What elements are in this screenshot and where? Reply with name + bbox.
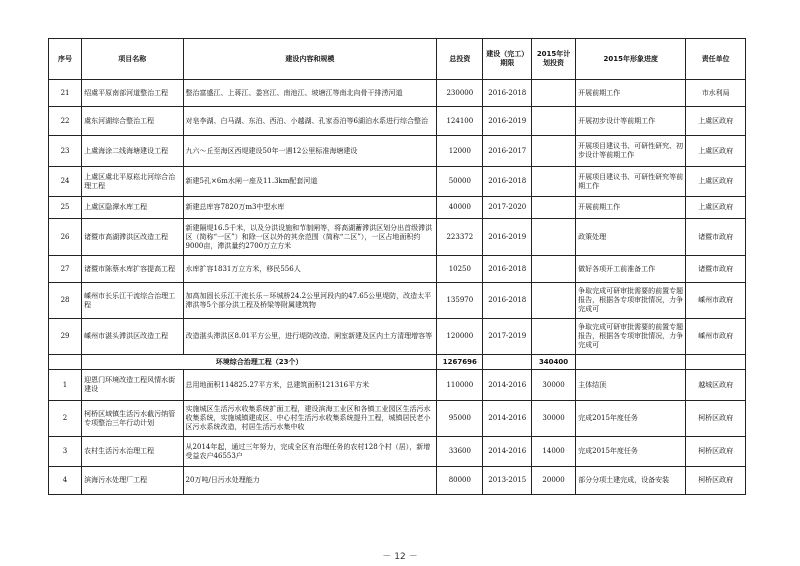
cell-empty <box>686 355 746 370</box>
cell-empty <box>49 355 82 370</box>
cell-period: 2013-2015 <box>483 467 532 495</box>
table-row <box>49 401 746 437</box>
cell-progress: 开展前期工作 <box>576 197 686 219</box>
cell-content: 20万吨/日污水处理能力 <box>183 467 437 495</box>
table-row <box>49 319 746 355</box>
cell-name: 嵊州市长乐江干流综合治理工程 <box>82 283 183 319</box>
table-row <box>49 370 746 401</box>
header-no: 序号 <box>49 39 82 80</box>
section-title: 环境综合治理工程（23个） <box>82 355 437 370</box>
header-progress: 2015年形象进度 <box>576 39 686 80</box>
cell-name: 嵊州市湛头滞洪区改造工程 <box>82 319 183 355</box>
cell-name: 滨海污水处理厂工程 <box>82 467 183 495</box>
page-number: － 12 － <box>382 552 418 562</box>
cell-progress: 政策处理 <box>576 219 686 256</box>
table-row <box>49 167 746 197</box>
section-row <box>49 355 746 370</box>
cell-total: 120000 <box>437 319 483 355</box>
cell-no: 23 <box>49 136 82 167</box>
cell-content: 实施城区生活污水收集系统扩面工程，建设滨海工业区和各镇工业园区生活污水收集系统，实施城镇建成区、中心村生活污水收集系统提升工程，城镇居民老小区污水系统改造，村居生活污水集中收 <box>183 401 437 437</box>
cell-empty <box>483 355 532 370</box>
cell-total: 12000 <box>437 136 483 167</box>
cell-unit: 上虞区政府 <box>686 107 746 136</box>
table-row <box>49 437 746 467</box>
table-row <box>49 107 746 136</box>
cell-name: 虞东河湖综合整治工程 <box>82 107 183 136</box>
cell-content: 九六～丘至海区西堤建设50年一遇12公里标准海塘建设 <box>183 136 437 167</box>
table-row <box>49 219 746 256</box>
cell-period: 2017-2020 <box>483 197 532 219</box>
cell-period: 2016-2019 <box>483 219 532 256</box>
cell-period: 2014-2016 <box>483 401 532 437</box>
cell-name: 上虞海涂二线海塘建设工程 <box>82 136 183 167</box>
header-plan: 2015年计划投资 <box>532 39 576 80</box>
cell-progress: 争取完成可研审批需要的前置专题报告，根据各专项审批情况，力争完成可 <box>576 319 686 355</box>
cell-name: 绍虞平原南部河道整治工程 <box>82 80 183 107</box>
cell-no: 2 <box>49 401 82 437</box>
header-period: 建设（完工）期限 <box>483 39 532 80</box>
cell-period: 2016-2017 <box>483 136 532 167</box>
cell-empty <box>576 355 686 370</box>
cell-plan <box>532 256 576 283</box>
header-name: 项目名称 <box>82 39 183 80</box>
table-header-row <box>49 39 746 80</box>
header-content: 建设内容和规模 <box>183 39 437 80</box>
cell-no: 4 <box>49 467 82 495</box>
cell-content: 对皂李湖、白马湖、东泊、西泊、小越湖、孔家岙泊等6湖泊水系进行综合整治 <box>183 107 437 136</box>
cell-plan <box>532 219 576 256</box>
cell-no: 22 <box>49 107 82 136</box>
cell-total: 110000 <box>437 370 483 401</box>
cell-period: 2016-2018 <box>483 283 532 319</box>
cell-unit: 市水利局 <box>686 80 746 107</box>
cell-no: 26 <box>49 219 82 256</box>
section-plan: 340400 <box>532 355 576 370</box>
cell-total: 223372 <box>437 219 483 256</box>
cell-unit: 柯桥区政府 <box>686 467 746 495</box>
cell-progress: 开展项目建议书、可研性研究等前期工作 <box>576 167 686 197</box>
cell-name: 柯桥区域镇生活污水截污纳管专项整治三年行动计划 <box>82 401 183 437</box>
cell-plan <box>532 107 576 136</box>
cell-no: 3 <box>49 437 82 467</box>
table-row <box>49 467 746 495</box>
table-row <box>49 283 746 319</box>
cell-period: 2016-2018 <box>483 80 532 107</box>
cell-period: 2014-2016 <box>483 370 532 401</box>
cell-no: 24 <box>49 167 82 197</box>
cell-no: 1 <box>49 370 82 401</box>
header-unit: 责任单位 <box>686 39 746 80</box>
cell-name: 农村生活污水治理工程 <box>82 437 183 467</box>
cell-period: 2017-2019 <box>483 319 532 355</box>
cell-no: 27 <box>49 256 82 283</box>
cell-total: 33600 <box>437 437 483 467</box>
cell-content: 整治富盛江、上蒋江、娄宫江、南池江、坡塘江等南北向骨干排涝河道 <box>183 80 437 107</box>
cell-unit: 诸暨市政府 <box>686 219 746 256</box>
cell-unit: 越城区政府 <box>686 370 746 401</box>
cell-name: 上虞区隐潭水库工程 <box>82 197 183 219</box>
table-row <box>49 256 746 283</box>
cell-plan <box>532 80 576 107</box>
cell-plan: 30000 <box>532 401 576 437</box>
cell-unit: 诸暨市政府 <box>686 256 746 283</box>
project-table <box>48 38 746 495</box>
cell-period: 2014-2016 <box>483 437 532 467</box>
cell-name: 上虞区虞北平原崧北河综合治理工程 <box>82 167 183 197</box>
cell-period: 2016-2018 <box>483 167 532 197</box>
table-row <box>49 197 746 219</box>
cell-plan <box>532 283 576 319</box>
cell-name: 诸暨市高湖滞洪区改造工程 <box>82 219 183 256</box>
cell-unit: 上虞区政府 <box>686 136 746 167</box>
cell-no: 29 <box>49 319 82 355</box>
cell-total: 40000 <box>437 197 483 219</box>
cell-total: 124100 <box>437 107 483 136</box>
cell-progress: 开展项目建议书、可研性研究、初步设计等前期工作 <box>576 136 686 167</box>
cell-content: 水库扩容1831万立方米，移民556人 <box>183 256 437 283</box>
cell-plan: 30000 <box>532 370 576 401</box>
header-total: 总投资 <box>437 39 483 80</box>
cell-progress: 完成2015年度任务 <box>576 401 686 437</box>
cell-progress: 部分分项土建完成，设备安装 <box>576 467 686 495</box>
cell-progress: 做好各项开工前准备工作 <box>576 256 686 283</box>
cell-content: 从2014年起，通过三年努力，完成全区有治理任务的农村128个村（居），新增受益农户46553户 <box>183 437 437 467</box>
cell-unit: 柯桥区政府 <box>686 401 746 437</box>
cell-total: 50000 <box>437 167 483 197</box>
table-row <box>49 136 746 167</box>
cell-content: 加高加固长乐江干流长乐－环城桥24.2公里河段内的47.65公里堤防，改造太平滞洪等5个部分洪工程及桥梁等附属建筑物 <box>183 283 437 319</box>
cell-total: 135970 <box>437 283 483 319</box>
cell-plan <box>532 136 576 167</box>
cell-plan <box>532 167 576 197</box>
cell-unit: 上虞区政府 <box>686 167 746 197</box>
cell-plan <box>532 319 576 355</box>
cell-no: 28 <box>49 283 82 319</box>
cell-period: 2016-2018 <box>483 256 532 283</box>
cell-no: 25 <box>49 197 82 219</box>
cell-total: 95000 <box>437 401 483 437</box>
cell-total: 80000 <box>437 467 483 495</box>
cell-progress: 主体结顶 <box>576 370 686 401</box>
cell-content: 新建总库容7820万m3中型水库 <box>183 197 437 219</box>
cell-no: 21 <box>49 80 82 107</box>
cell-name: 迎恩门环境改造工程风情水街建设 <box>82 370 183 401</box>
cell-plan: 20000 <box>532 467 576 495</box>
cell-name: 诸暨市陈蔡水库扩容提高工程 <box>82 256 183 283</box>
cell-content: 新建隔堤16.5千米，以及分洪设施和节制闸等，将高湖蓄滞洪区划分出首级滞洪区（简称“一区”）和除一区以外的其余范围（简称“二区”），一区占地面积约9000亩，滞洪量约2700万立方米 <box>183 219 437 256</box>
cell-progress: 开展初步设计等前期工作 <box>576 107 686 136</box>
cell-total: 10250 <box>437 256 483 283</box>
cell-total: 230000 <box>437 80 483 107</box>
cell-unit: 嵊州市政府 <box>686 319 746 355</box>
cell-progress: 完成2015年度任务 <box>576 437 686 467</box>
cell-progress: 争取完成可研审批需要的前置专题报告，根据各专项审批情况，力争完成可 <box>576 283 686 319</box>
cell-plan: 14000 <box>532 437 576 467</box>
cell-progress: 开展前期工作 <box>576 80 686 107</box>
section-total: 1267696 <box>437 355 483 370</box>
cell-unit: 上虞区政府 <box>686 197 746 219</box>
cell-content: 改造湛头滞洪区8.01平方公里，进行堤防改造、闸室新建及区内土方清理增容等 <box>183 319 437 355</box>
cell-period: 2016-2019 <box>483 107 532 136</box>
cell-unit: 嵊州市政府 <box>686 283 746 319</box>
table-row <box>49 80 746 107</box>
cell-content: 总用地面积114825.27平方米，总建筑面积121316平方米 <box>183 370 437 401</box>
cell-content: 新建5孔×6m水闸一座及11.3km配套河道 <box>183 167 437 197</box>
cell-plan <box>532 197 576 219</box>
cell-unit: 柯桥区政府 <box>686 437 746 467</box>
